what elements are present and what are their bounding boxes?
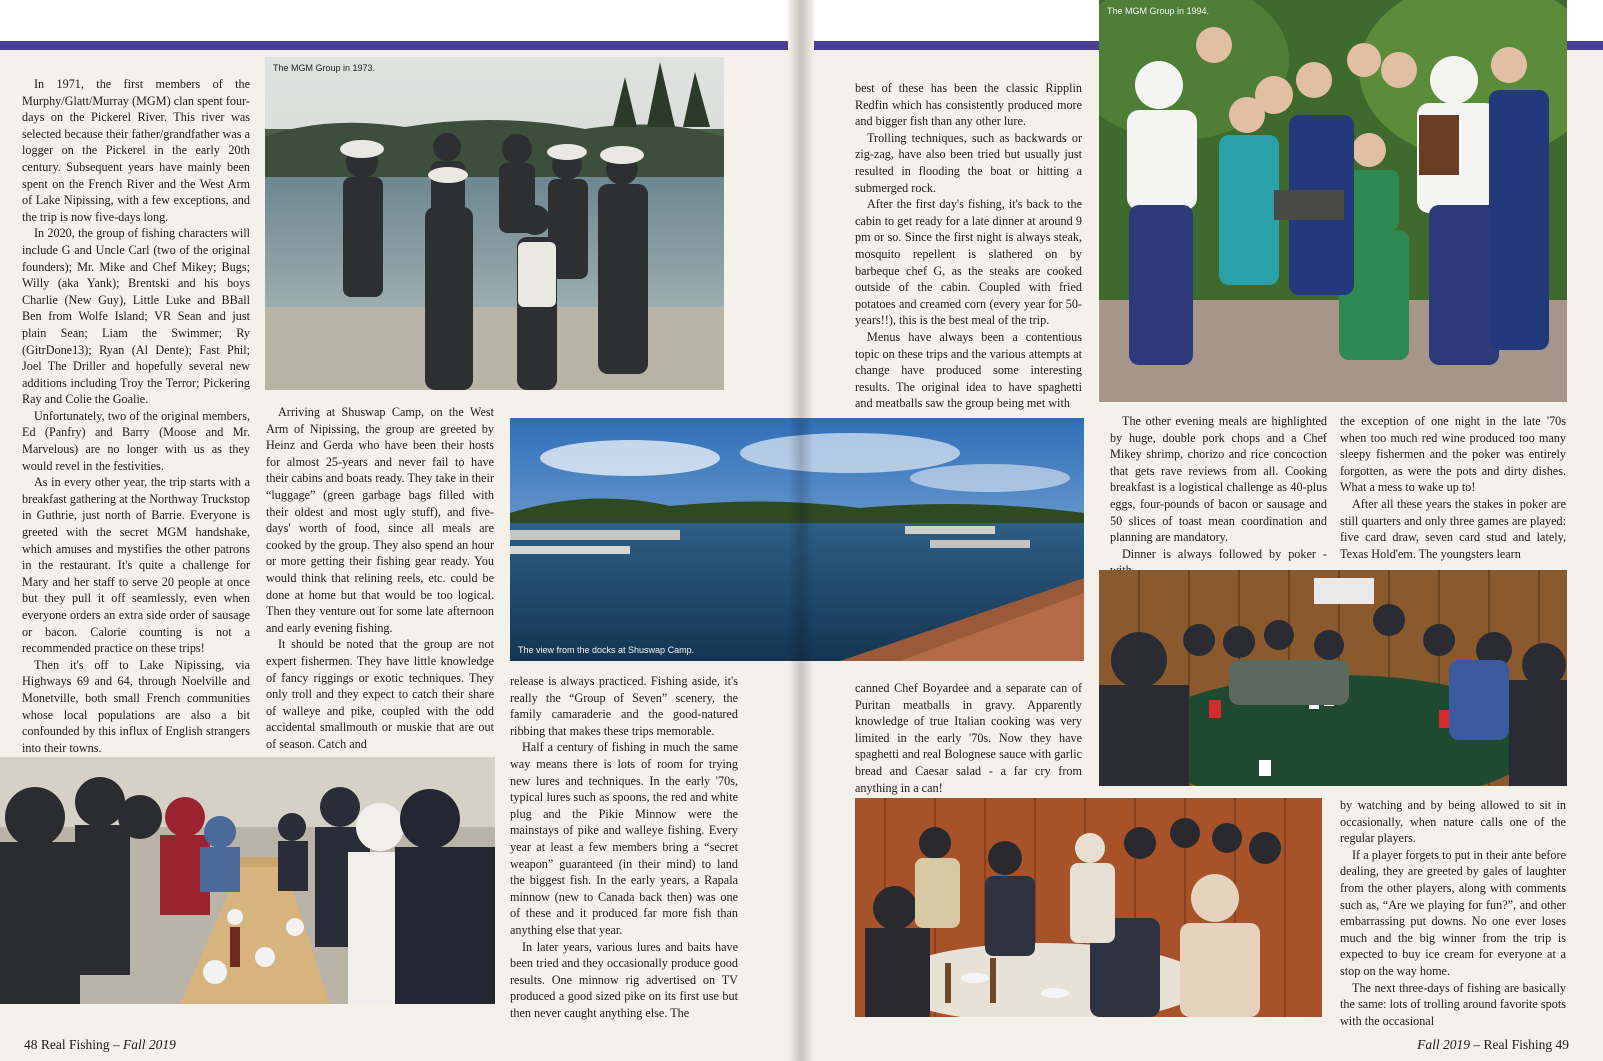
paragraph: After the first day's fishing, it's back to the cabin to get ready for a late dinner at around 9 pm or so. Since the first night is always steak, mosquito repellent is slathered on by barbeque chef G, as the steaks are cooked outside of the cabin. Coupled with fried potatoes and creamed corn (every year for 50-years!!), this is the best meal of the trip. (855, 197, 1082, 328)
paragraph: In later years, various lures and baits have been tried and they occasionally produce good results. One minnow rig advertised on TV produced a good sized pike on its first use but then never caught anything else. The (510, 939, 738, 1020)
photo-mgm-1973 (265, 57, 724, 390)
photo-caption: The view from the docks at Shuswap Camp. (518, 645, 695, 655)
paragraph: Then it's off to Lake Nipissing, via Highways 69 and 64, through Noelville and Monetville, both small French communities whose local populations are also a bit confounded by this influx of English strangers into their towns. (22, 657, 250, 755)
photo-caption: The MGM Group in 1973. (273, 63, 376, 73)
paragraph: Arriving at Shuswap Camp, on the West Arm of Nipissing, the group are greeted by Heinz and Gerda who have been their hosts for almost 25-years and never fail to have their cabins and boats ready. They take in their “luggage” (green garbage bags filled with their oldest and most ugly stuff), and five-days' worth of food, since all meals are cooked by the group. They also spend an hour or more getting their fishing gear ready. You would think that relining reels, etc. could be done at home but that would be too logical. Then they venture out for some late afternoon and early evening fishing. (266, 405, 494, 635)
paragraph: release is always practiced. Fishing aside, it's really the “Group of Seven” scenery, the family camaraderie and the good-natured ribbing that makes these trips memorable. (510, 674, 738, 738)
magazine-name: – Real Fishing (1473, 1037, 1553, 1052)
magazine-name: Real Fishing – (40, 1037, 120, 1052)
paragraph: It should be noted that the group are not expert fishermen. They have little knowledge of fancy riggings or exotic techniques. They only troll and they expect to catch their share of walleye and pike, coupled with the odd accidental smallmouth or muskie that are out of season. Catch and (266, 637, 494, 751)
left-col-3 (510, 673, 738, 1021)
photo-dinner-table (855, 798, 1322, 1017)
header-band-left (0, 0, 788, 50)
page-folio-left (24, 1037, 176, 1053)
right-col-3-bottom (1340, 797, 1566, 1029)
photo-poker-game (1099, 570, 1567, 786)
paragraph: Dinner is always followed by poker - (1122, 546, 1327, 561)
paragraph: After all these years the stakes in poker are still quarters and only three games are played: five card draw, seven card stud and lately, Texas Hold'em. The youngsters learn (1340, 496, 1566, 561)
paragraph: the exception of one night in the late '70s when too much red wine produced too many sleepy fishermen and the poker was entirely forgotten, as were the pots and dirty dishes. What a mess to wake up to! (1340, 414, 1566, 495)
page-gutter (788, 0, 814, 1061)
paragraph: As in every other year, the trip starts with a breakfast gathering at the Northway Truckstop in Guthrie, just north of Barrie. Everyone is greeted with the secret MGM handshake, which amuses and mystifies the other patrons in the restaurant. It's quite a challenge for Mary and her staff to serve 20 people at once but they pull it off seamlessly, even when everyone orders an extra side order of sausage or bacon. Calorie counting is not a recommended practice on these trips! (22, 475, 250, 656)
right-col-3-top (1340, 413, 1566, 562)
photo-mgm-1994 (1099, 0, 1567, 402)
paragraph: best of these has been the classic Ripplin Redfin which has consistently produced more and bigger fish than any other lure. (855, 81, 1082, 129)
right-col-2 (1110, 413, 1327, 579)
paragraph: by watching and by being allowed to sit in occasionally, when nature calls one of the regular players. (1340, 798, 1566, 846)
paragraph: In 1971, the first members of the Murphy/Glatt/Murray (MGM) clan spent four-days on the Pickerel River. This river was selected because their father/grandfather was a logger on the Pickerel in the early 20th century. Subsequent years have mainly been spent on the French River and the West Arm of Lake Nipissing, with a few exceptions, and the trip is now five-days long. (22, 77, 250, 224)
paragraph: Menus have always been a contentious topic on these trips and the various attempts at change have produced some interesting results. The original idea to have spaghetti and meatballs saw the group being met with (855, 329, 1082, 411)
paragraph: Half a century of fishing in much the same way means there is lots of room for trying new lures and techniques. In the early '70s, typical lures such as spoons, the red and white plug and the Pikie Minnow were the mainstays of pike and walleye fishing. Every year at least a few members bring a “secret weapon” guaranteed (in their mind) to land the biggest fish. In the early years, a Rapala minnow (new to Canada back then) was one of these and it produced far more fish than anything else that year. (510, 740, 738, 937)
photo-breakfast-table (0, 757, 495, 1004)
paragraph: If a player forgets to put in their ante before dealing, they are greeted by gales of laughter from the other players, along with comments such as, “Are we playing for fun?”, and other embarrassing put downs. No one ever loses much and the big winner from the trip is expected to buy ice cream for everyone at a stop on the way home. (1340, 847, 1566, 978)
left-col-1 (22, 76, 250, 756)
right-col-1-top (855, 80, 1082, 412)
right-col-1-mid (855, 680, 1082, 796)
left-col-2 (266, 404, 494, 752)
paragraph: Unfortunately, two of the original members, Ed (Panfry) and Barry (Moose and Mr. Marvelous) are no longer with us as they would revel in the festivities. (22, 408, 250, 473)
paragraph: The other evening meals are highlighted by huge, double pork chops and a Chef Mikey shrimp, chorizo and rice concoction that gets rave reviews from all. Cooking breakfast is a logistical challenge as 40-plus eggs, four-pounds of bacon or sausage and 50 slices of toast mean coordination and planning are mandatory. (1110, 414, 1327, 545)
issue-label: Fall 2019 (1417, 1037, 1470, 1052)
paragraph: In 2020, the group of fishing characters will include G and Uncle Carl (two of the original founders); Mr. Mike and Chef Mikey; Bugs; Willy (aka Yank); Brentski and his boys Charlie (New Guy), Little Luke and BBall Ben from Wolfe Island; VR Sean and just plain Sean; Liam the Swimmer; Ry (GitrDone13); Ryan (Al Dente); Fast Phil; Joel The Driller and hopefully several new additions including Troy the Terror; Pickering Ray and Colie the Goalie. (22, 226, 250, 407)
paragraph: The next three-days of fishing are basically the same: lots of trolling around favorite spots with the occasional (1340, 980, 1566, 1028)
page-number: 49 (1555, 1037, 1569, 1052)
photo-caption: The MGM Group in 1994. (1107, 6, 1210, 16)
issue-label: Fall 2019 (123, 1037, 176, 1052)
paragraph: canned Chef Boyardee and a separate can of Puritan meatballs in gravy. Apparently knowledge of true Italian cooking was very limited in the early '70s. Now they have spaghetti and real Bolognese sauce with garlic bread and Caesar salad - a far cry from anything in a can! (855, 681, 1082, 795)
paragraph: Trolling techniques, such as backwards or zig-zag, have also been tried but usually just resulted in flooding the boat or hitting a submerged rock. (855, 130, 1082, 195)
page-folio-right (1417, 1037, 1569, 1053)
page-number: 48 (24, 1037, 38, 1052)
